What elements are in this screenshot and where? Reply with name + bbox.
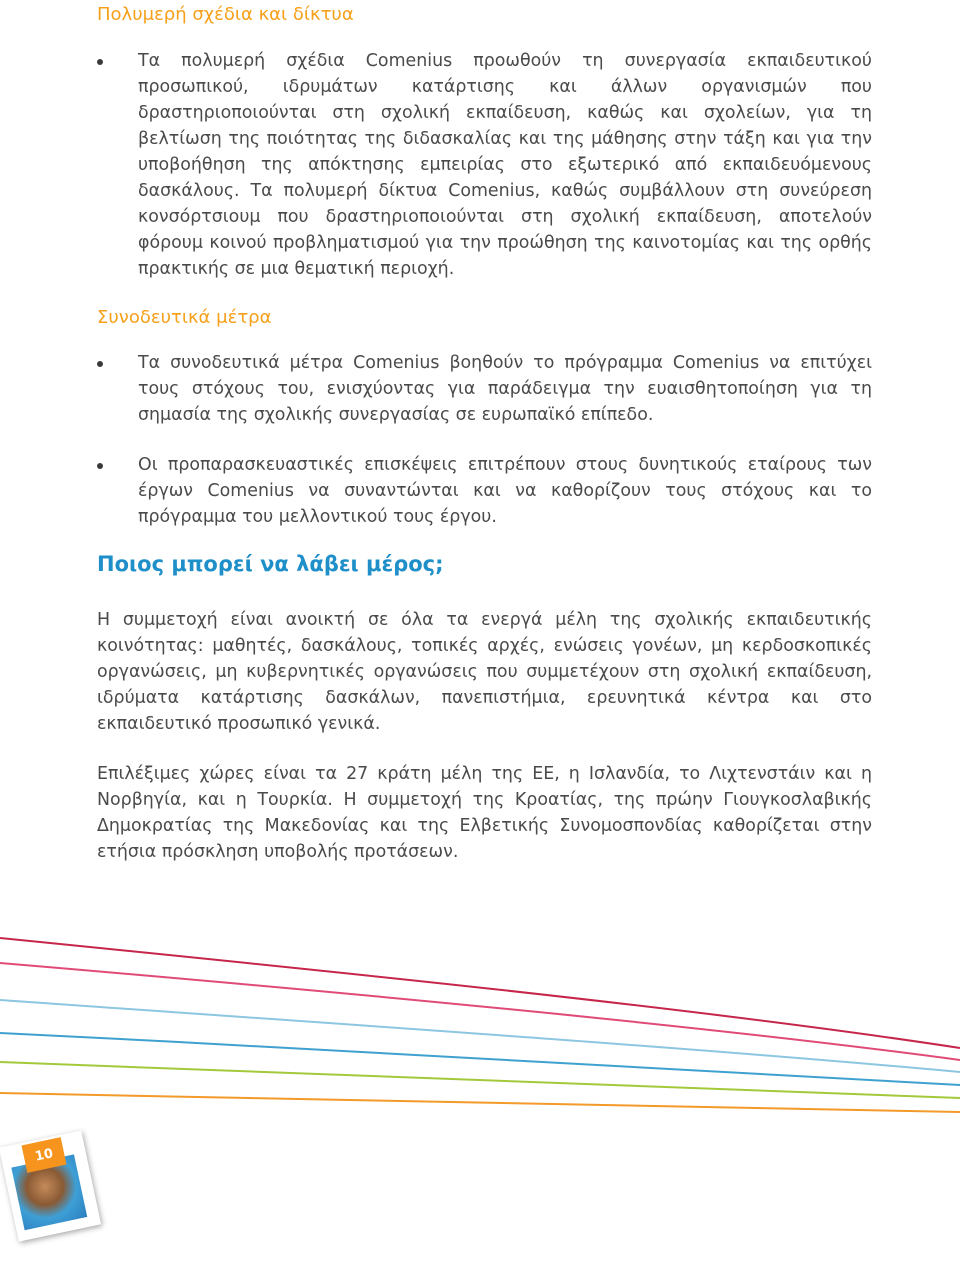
wave-line-red bbox=[0, 938, 960, 1048]
page-number-badge: 10 bbox=[22, 1137, 67, 1173]
wave-line-orange bbox=[0, 1093, 960, 1112]
bullet-text: Τα συνοδευτικά μέτρα Comenius βοηθούν το πρόγραμμα Comenius να επιτύχει τους στόχους του, ενισχύοντας για παράδειγμα την ευαισθητοποίηση για τη σημασία της σχολικής συνεργασίας σε ευρωπαϊκό επίπεδο. bbox=[138, 353, 872, 425]
section-title-accompanying: Συνοδευτικά μέτρα bbox=[97, 307, 272, 328]
paragraph-eligible-countries: Επιλέξιμες χώρες είναι τα 27 κράτη μέλη της ΕΕ, η Ισλανδία, το Λιχτενστάιν και η Νορβηγία, και η Τουρκία. Η συμμετοχή της Κροατίας, της πρώην Γιουγκοσλαβικής Δημοκρατίας της Μακεδονίας και της Ελβετικής Συνομοσπονδίας καθορίζεται στην ετήσια πρόσκληση υποβολής προτάσεων. bbox=[97, 764, 872, 862]
wave-line-green bbox=[0, 1062, 960, 1098]
bullet-text: Τα πολυμερή σχέδια Comenius προωθούν τη συνεργασία εκπαιδευτικού προσωπικού, ιδρυμάτων κατάρτισης και άλλων οργανισμών που δραστηριοποιούνται στη σχολική εκπαίδευση, καθώς και σχολείων, για τη βελτίωση της ποιότητας της διδασκαλίας και της μάθησης στην τάξη και για την υποβοήθηση της απόκτησης εμπειρίας στο εξωτερικό από εκπαιδευόμενους δασκάλους. Τα πολυμερή δίκτυα Comenius, καθώς συμβάλλουν στη συνεύρεση κονσόρτσιουμ που δραστηριοποιούνται στη σχολική εκπαίδευση, αποτελούν φόρουμ κοινού προβληματισμού για την προώθηση της καινοτομίας και της ορθής πρακτικής σε μια θεματική περιοχή. bbox=[138, 51, 872, 279]
section-title-networks: Πολυμερή σχέδια και δίκτυα bbox=[97, 4, 354, 25]
heading-participation: Ποιος μπορεί να λάβει μέρος; bbox=[97, 552, 444, 576]
wave-line-pink bbox=[0, 963, 960, 1060]
bullet-text: Οι προπαρασκευαστικές επισκέψεις επιτρέπουν στους δυνητικούς εταίρους των έργων Comenius να συναντώνται και να καθορίζουν τους στόχους και το πρόγραμμα του μελλοντικού τους έργου. bbox=[138, 455, 872, 527]
paragraph-participation: Η συμμετοχή είναι ανοικτή σε όλα τα ενεργά μέλη της σχολικής εκπαιδευτικής κοινότητας: μαθητές, δασκάλους, τοπικές αρχές, ενώσεις γονέων, μη κερδοσκοπικές οργανώσεις, μη κυβερνητικές οργανώσεις που συμμετέχουν στη σχολική εκπαίδευση, ιδρύματα κατάρτισης δασκάλων, πανεπιστήμια, ερευνητικά κέντρα και στο εκπαιδευτικό προσωπικό γενικά. bbox=[97, 610, 872, 734]
wave-line-light-blue bbox=[0, 1000, 960, 1072]
